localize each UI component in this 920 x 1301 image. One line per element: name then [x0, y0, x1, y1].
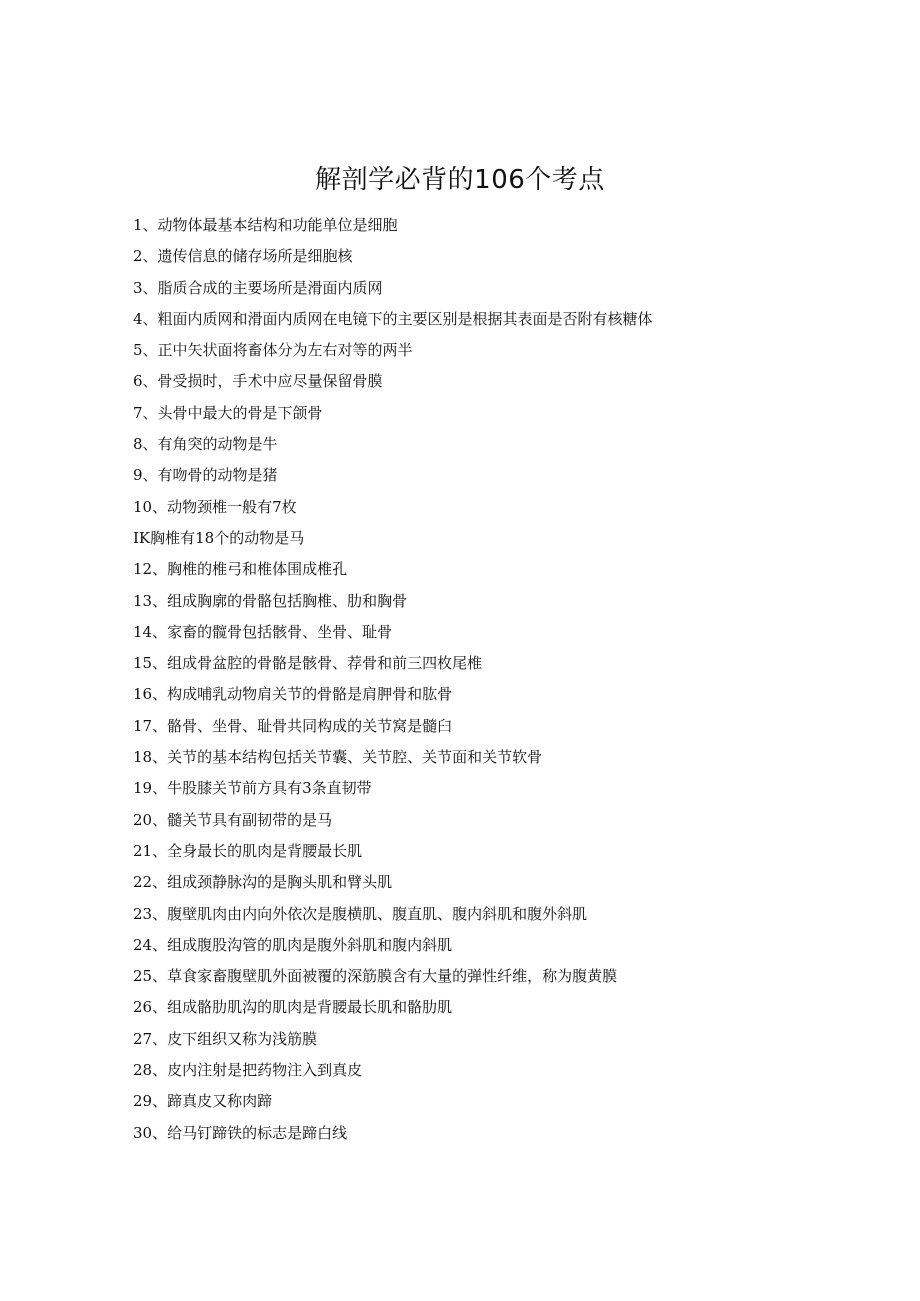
list-item: 14、家畜的髋骨包括骸骨、坐骨、耻骨 — [133, 622, 393, 641]
list-item: 22、组成颈静脉沟的是胸头肌和臂头肌 — [133, 873, 393, 892]
list-item: 13、组成胸廓的骨骼包括胸椎、肋和胸骨 — [133, 591, 408, 610]
list-item: 2、遗传信息的储存场所是细胞核 — [133, 247, 353, 266]
list-item: 16、构成哺乳动物肩关节的骨骼是肩胛骨和肱骨 — [133, 685, 453, 704]
list-item: 4、粗面内质网和滑面内质网在电镜下的主要区别是根据其表面是否附有核糖体 — [133, 309, 653, 328]
list-item: 26、组成骼肋肌沟的肌肉是背腰最长肌和骼肋肌 — [133, 998, 453, 1017]
list-item: 28、皮内注射是把药物注入到真皮 — [133, 1061, 363, 1080]
list-item: 12、胸椎的椎弓和椎体围成椎孔 — [133, 560, 348, 579]
list-item: 1、动物体最基本结构和功能单位是细胞 — [133, 216, 398, 234]
list-item: 29、蹄真皮又称肉蹄 — [133, 1092, 273, 1111]
list-item: 6、骨受损时，手术中应尽量保留骨膜 — [133, 372, 383, 391]
list-item: 30、给马钉蹄铁的标志是蹄白线 — [133, 1123, 348, 1142]
list-item: 23、腹壁肌肉由内向外依次是腹横肌、腹直肌、腹内斜肌和腹外斜肌 — [133, 904, 588, 923]
list-item: 17、骼骨、坐骨、耻骨共同构成的关节窝是髓臼 — [133, 716, 453, 735]
list-item: IK胸椎有18个的动物是马 — [133, 528, 305, 547]
list-item: 15、组成骨盆腔的骨骼是骸骨、荐骨和前三四枚尾椎 — [133, 654, 483, 673]
list-item: 20、髓关节具有副韧带的是马 — [133, 810, 333, 829]
list-item: 7、头骨中最大的骨是下颌骨 — [133, 403, 323, 422]
exam-points-list — [133, 210, 653, 1149]
list-item: 24、组成腹股沟管的肌肉是腹外斜肌和腹内斜肌 — [133, 935, 453, 954]
list-item: 27、皮下组织又称为浅筋膜 — [133, 1029, 318, 1048]
list-item: 10、动物颈椎一般有7枚 — [133, 497, 297, 516]
list-item: 3、脂质合成的主要场所是滑面内质网 — [133, 278, 383, 297]
list-item: 8、有角突的动物是牛 — [133, 435, 278, 454]
list-item: 18、关节的基本结构包括关节囊、关节腔、关节面和关节软骨 — [133, 748, 543, 767]
list-item: 21、全身最长的肌肉是背腰最长肌 — [133, 841, 363, 860]
document-title: 解剖学必背的106个考点 — [315, 165, 605, 195]
list-item: 19、牛股膝关节前方具有3条直韧带 — [133, 779, 372, 798]
list-item: 9、有吻骨的动物是猪 — [133, 466, 278, 485]
list-item: 5、正中矢状面将畜体分为左右对等的两半 — [133, 341, 413, 360]
list-item: 25、草食家畜腹壁肌外面被覆的深筋膜含有大量的弹性纤维，称为腹黄膜 — [133, 967, 618, 986]
